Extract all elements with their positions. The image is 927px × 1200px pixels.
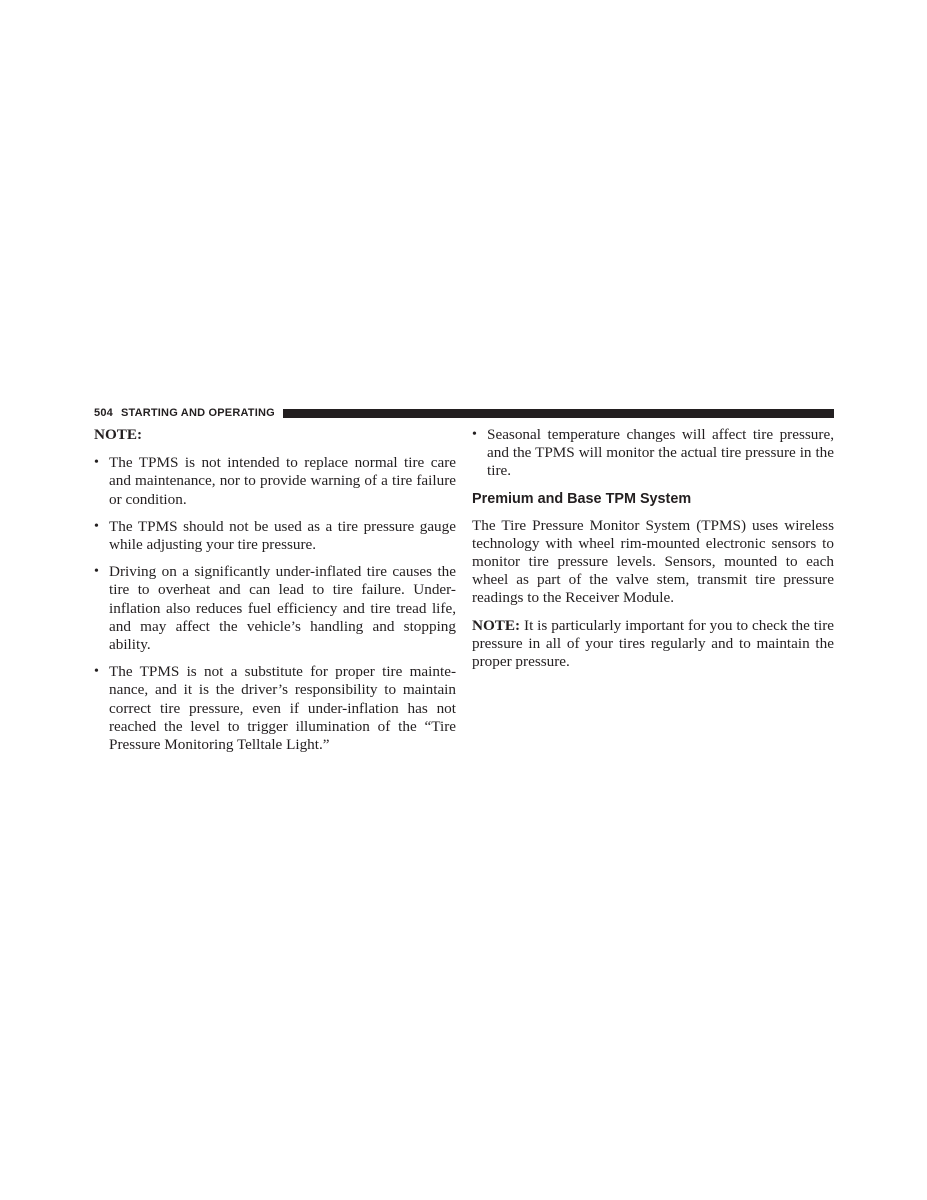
list-item — [94, 663, 456, 754]
left-column — [94, 426, 456, 763]
body-paragraph — [472, 517, 834, 608]
right-column — [472, 426, 834, 680]
header-rule — [283, 409, 834, 418]
page-header — [94, 406, 834, 420]
note-bullet-list — [94, 454, 456, 754]
paragraph-text: The Tire Pressure Monitor System (TPMS) uses wireless technology with wheel rim-mounted electronic sensors to monitor tire pressure levels. Sensors, mounted to each wheel as part of the valve stem, transmit tire pressure readings to the Receiver Module. — [472, 516, 834, 607]
bullet-icon: • — [94, 455, 99, 471]
bullet-icon: • — [94, 664, 99, 680]
bullet-icon: • — [94, 564, 99, 580]
bullet-text: Driving on a significantly under-inflated tire causes the tire to overheat and can lead to tire failure. Under-inflation also reduces fuel efficiency and tire tread life, and may affect the vehicle’s handling and stopping ability. — [109, 563, 456, 654]
continued-bullet-list — [472, 426, 834, 481]
bullet-text: Seasonal temperature changes will affect tire pressure, and the TPMS will monitor the actual tire pressure in the tire. — [487, 426, 834, 480]
note-label: NOTE: — [472, 616, 521, 634]
section-heading: Premium and Base TPM System — [472, 490, 692, 507]
bullet-text: The TPMS should not be used as a tire pressure gauge while adjusting your tire pressure. — [109, 517, 456, 554]
bullet-icon: • — [472, 427, 477, 442]
bullet-icon: • — [94, 518, 99, 534]
section-title: STARTING AND OPERATING — [120, 407, 275, 419]
list-item — [94, 563, 456, 654]
note-text: It is particularly important for you to check the tire pressure in all of your tires regularly and to maintain the proper pressure. — [472, 616, 835, 671]
list-item — [94, 454, 456, 509]
list-item — [94, 518, 456, 554]
page-number: 504 — [94, 407, 113, 419]
bullet-text: The TPMS is not intended to replace normal tire care and maintenance, nor to provide warning of a tire failure or condition. — [109, 454, 456, 508]
note-paragraph — [472, 617, 834, 672]
bullet-text: The TPMS is not a substitute for proper tire mainte-nance, and it is the driver’s responsibility to maintain correct tire pressure, even if under-inflation has not reached the level to trigger illumination of the “Tire Pressure Monitoring Telltale Light.” — [109, 663, 456, 754]
note-label: NOTE: — [94, 426, 143, 443]
list-item — [472, 426, 834, 481]
